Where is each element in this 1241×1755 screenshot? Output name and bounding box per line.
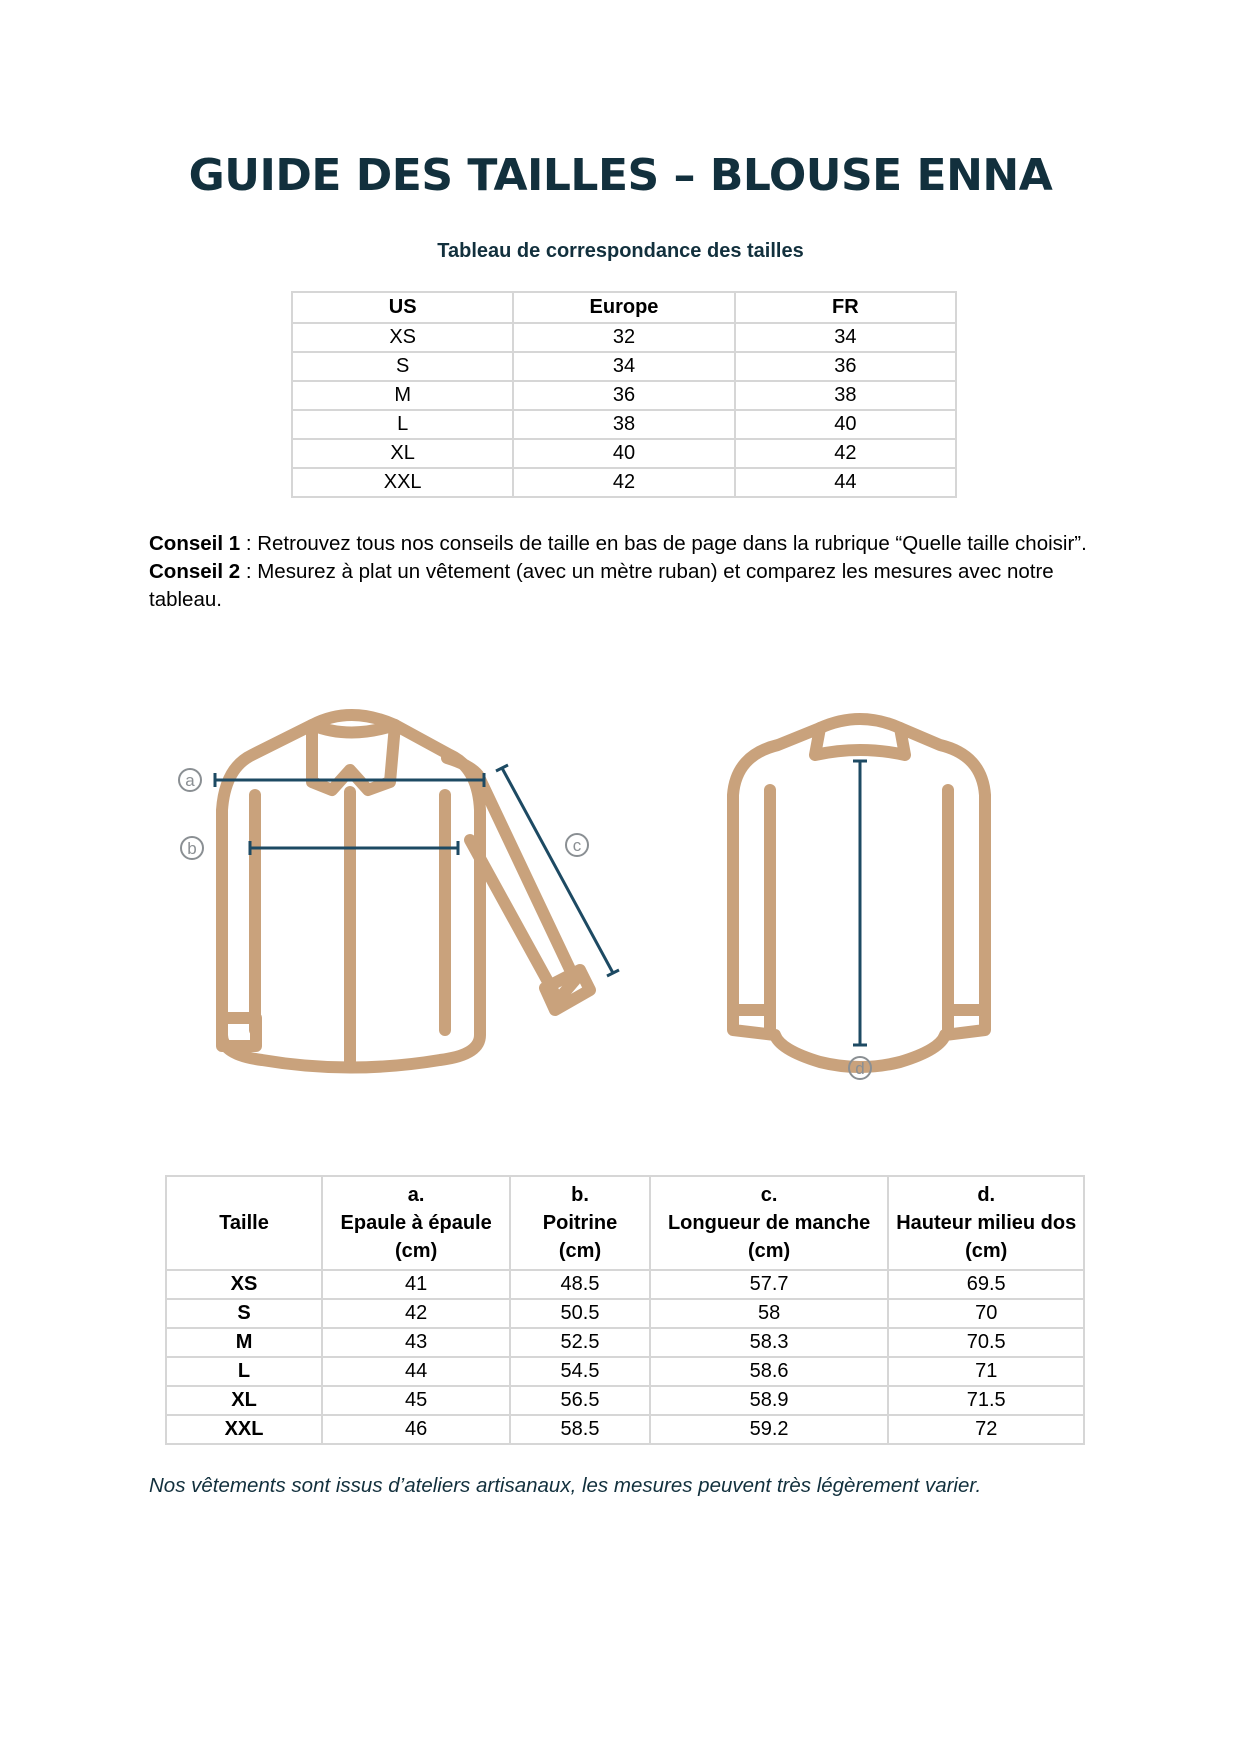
cell: 58 [650, 1299, 889, 1328]
column-header-sleeve: c. Longueur de manche (cm) [650, 1176, 889, 1270]
cell: 52.5 [510, 1328, 650, 1357]
cell: 46 [322, 1415, 510, 1444]
cell: XL [166, 1386, 322, 1415]
cell: 42 [322, 1299, 510, 1328]
cell: 40 [513, 439, 734, 468]
cell: 58.5 [510, 1415, 650, 1444]
column-header-europe: Europe [513, 292, 734, 323]
cell: 32 [513, 323, 734, 352]
cell: 56.5 [510, 1386, 650, 1415]
cell: 71 [888, 1357, 1084, 1386]
size-tips [149, 530, 1089, 614]
cell: 58.6 [650, 1357, 889, 1386]
table-subtitle: Tableau de correspondance des tailles [437, 240, 804, 262]
measurements-table [165, 1175, 1085, 1445]
cell: 36 [513, 381, 734, 410]
label-b: b [187, 839, 197, 858]
label-d: d [855, 1059, 865, 1078]
cell: 59.2 [650, 1415, 889, 1444]
cell: 70 [888, 1299, 1084, 1328]
cell: 34 [513, 352, 734, 381]
table-row [166, 1270, 1084, 1299]
cell: L [292, 410, 513, 439]
cell: XS [292, 323, 513, 352]
cell: 44 [735, 468, 956, 497]
label-a: a [185, 771, 195, 790]
page-title: GUIDE DES TAILLES – BLOUSE ENNA [188, 150, 1053, 201]
cell: 42 [735, 439, 956, 468]
cell: 58.3 [650, 1328, 889, 1357]
table-row [292, 323, 956, 352]
table-header-row [292, 292, 956, 323]
table-row [292, 468, 956, 497]
cell: 58.9 [650, 1386, 889, 1415]
tip-2-text: : Mesurez à plat un vêtement (avec un mètre ruban) et comparez les mesures avec notre tableau. [149, 560, 1054, 611]
column-header-shoulder: a. Epaule à épaule (cm) [322, 1176, 510, 1270]
shirt-front-illustration [222, 715, 590, 1068]
table-row [292, 410, 956, 439]
table-row [166, 1328, 1084, 1357]
tip-1 [149, 530, 1089, 558]
table-row [166, 1299, 1084, 1328]
table-row [292, 352, 956, 381]
cell: 69.5 [888, 1270, 1084, 1299]
cell: 38 [735, 381, 956, 410]
cell: 72 [888, 1415, 1084, 1444]
column-header-us: US [292, 292, 513, 323]
cell: XXL [166, 1415, 322, 1444]
column-header-back-length: d. Hauteur milieu dos (cm) [888, 1176, 1084, 1270]
tip-2 [149, 558, 1089, 614]
column-header-chest: b. Poitrine (cm) [510, 1176, 650, 1270]
table-header-row [166, 1176, 1084, 1270]
tip-2-label: Conseil 2 [149, 560, 241, 583]
cell: 71.5 [888, 1386, 1084, 1415]
cell: 44 [322, 1357, 510, 1386]
label-c: c [572, 836, 582, 855]
tip-1-label: Conseil 1 [149, 532, 241, 555]
cell: 54.5 [510, 1357, 650, 1386]
cell: 42 [513, 468, 734, 497]
table-row [166, 1357, 1084, 1386]
cell: 50.5 [510, 1299, 650, 1328]
cell: M [166, 1328, 322, 1357]
table-row [166, 1415, 1084, 1444]
cell: 38 [513, 410, 734, 439]
cell: XL [292, 439, 513, 468]
cell: 45 [322, 1386, 510, 1415]
cell: 48.5 [510, 1270, 650, 1299]
cell: 36 [735, 352, 956, 381]
cell: 40 [735, 410, 956, 439]
table-row [166, 1386, 1084, 1415]
size-correspondence-table [291, 291, 957, 498]
table-row [292, 381, 956, 410]
footer-note: Nos vêtements sont issus d’ateliers artisanaux, les mesures peuvent très légèrement varier. [149, 1474, 982, 1497]
column-header-size: Taille [166, 1176, 322, 1270]
table-row [292, 439, 956, 468]
cell: S [292, 352, 513, 381]
cell: XS [166, 1270, 322, 1299]
cell: 57.7 [650, 1270, 889, 1299]
cell: XXL [292, 468, 513, 497]
shirt-measurement-diagram [0, 700, 1241, 1110]
cell: S [166, 1299, 322, 1328]
cell: 34 [735, 323, 956, 352]
cell: 43 [322, 1328, 510, 1357]
column-header-fr: FR [735, 292, 956, 323]
tip-1-text: : Retrouvez tous nos conseils de taille en bas de page dans la rubrique “Quelle taille choisir”. [240, 532, 1087, 555]
cell: 41 [322, 1270, 510, 1299]
cell: L [166, 1357, 322, 1386]
cell: 70.5 [888, 1328, 1084, 1357]
cell: M [292, 381, 513, 410]
